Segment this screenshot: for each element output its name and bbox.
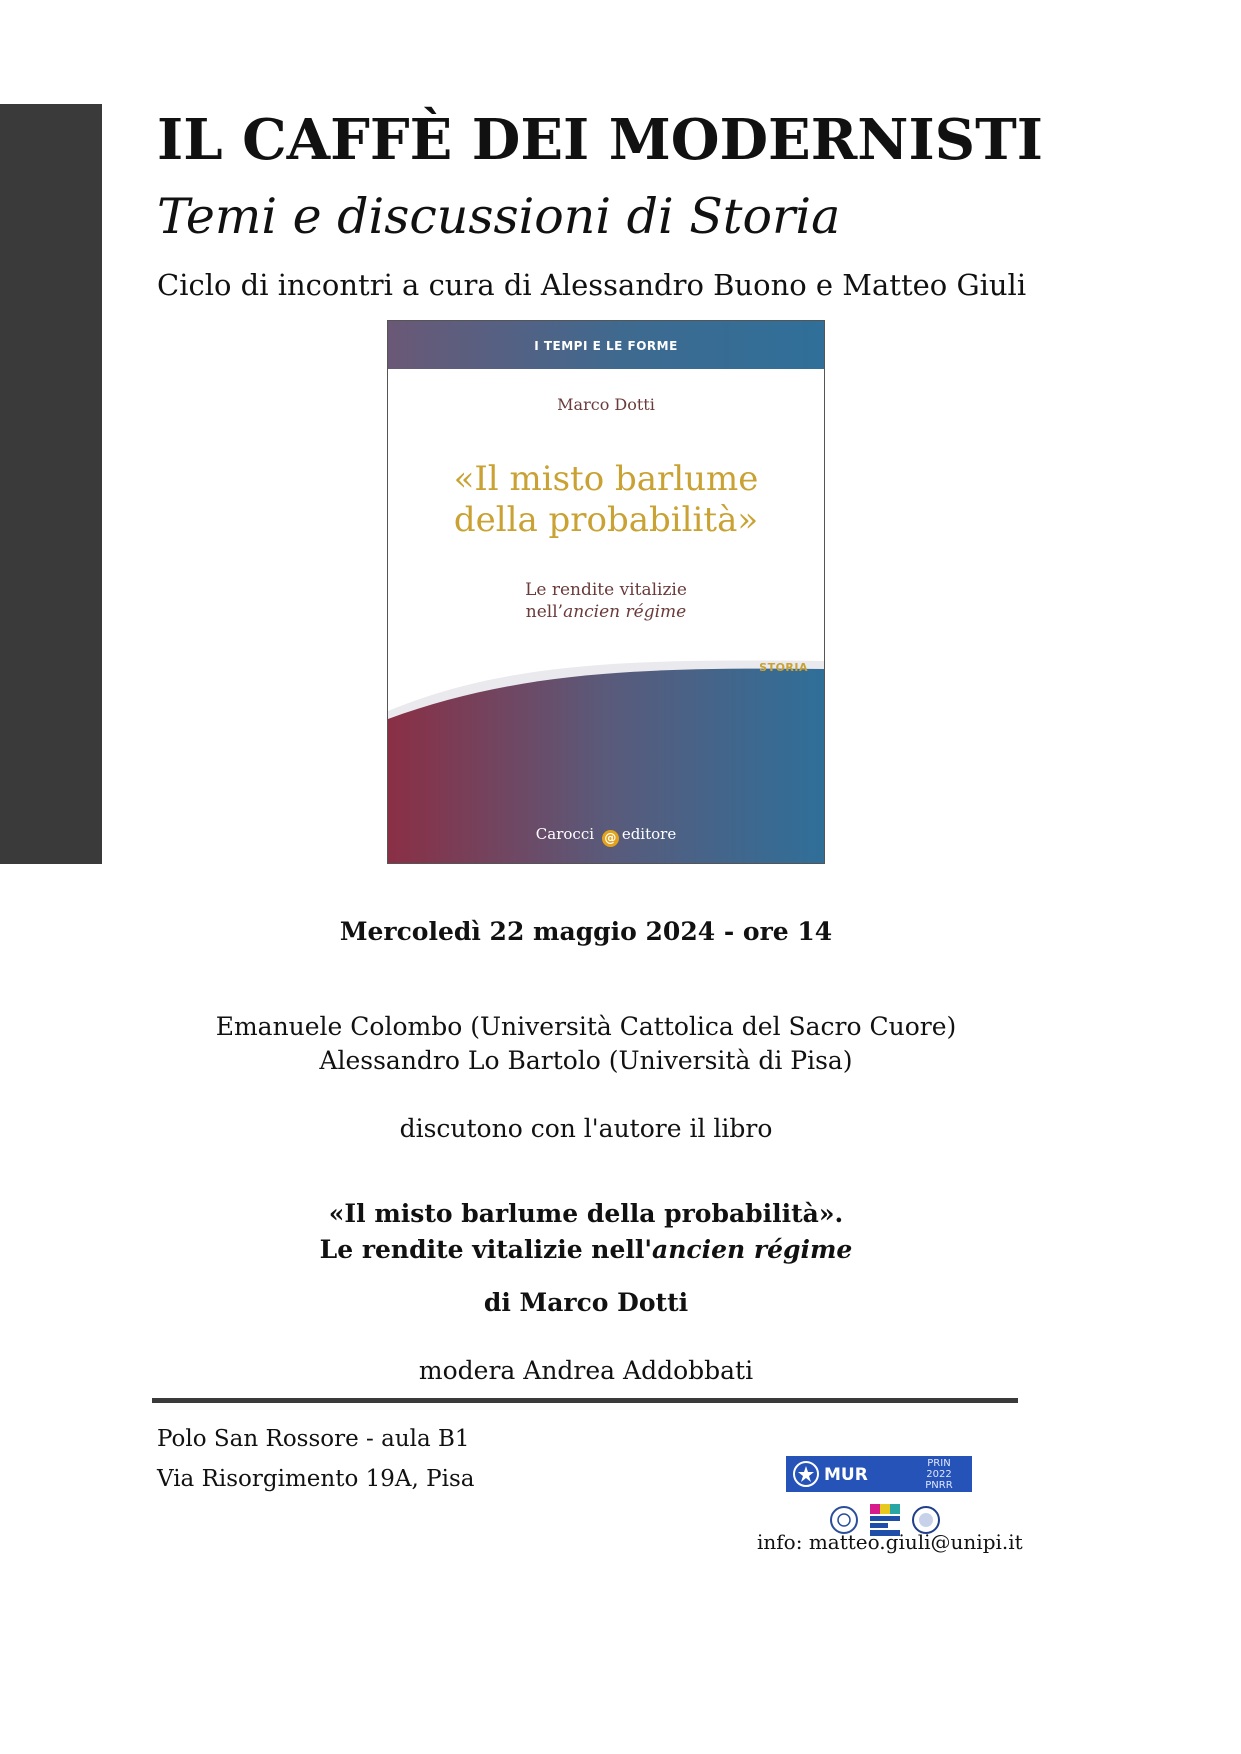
discussant-2: Alessandro Lo Bartolo (Università di Pisa) <box>319 1046 853 1075</box>
page-subtitle: Temi e discussioni di Storia <box>157 188 841 245</box>
cover-storia-tag: STORIA <box>759 661 808 674</box>
cover-subtitle-line <box>388 601 824 623</box>
prin-pnrr-label <box>914 1458 964 1491</box>
book-title-line-1: «Il misto barlume della probabilità». <box>328 1199 844 1228</box>
cover-title-line: della probabilità» <box>453 500 759 541</box>
discussant-1: Emanuele Colombo (Università Cattolica del Sacro Cuore) <box>215 1012 957 1041</box>
mur-label: MUR <box>824 1465 868 1485</box>
cover-subtitle <box>388 579 824 623</box>
book-cover-image <box>387 320 825 864</box>
cover-series-band <box>388 321 824 369</box>
venue-line-1: Polo San Rossore - aula B1 <box>157 1426 470 1452</box>
contact-info: info: matteo.giuli@unipi.it <box>757 1530 1023 1554</box>
prin-line: 2022 <box>926 1469 952 1480</box>
mur-prin-logo <box>786 1456 972 1492</box>
discussion-text: discutono con l'autore il libro <box>399 1114 773 1143</box>
cover-series-label: I TEMPI E LE FORME <box>534 339 678 353</box>
venue-line-2: Via Risorgimento 19A, Pisa <box>157 1466 475 1492</box>
book-title-prefix: Le rendite vitalizie nell' <box>319 1235 653 1264</box>
curators-line: Ciclo di incontri a cura di Alessandro Buono e Matteo Giuli <box>157 268 1027 302</box>
cover-title-line: «Il misto barlume <box>453 459 759 499</box>
book-title-line-2 <box>0 1235 1172 1264</box>
prin-line: PRIN <box>927 1458 951 1469</box>
book-title-italic: ancien régime <box>652 1235 853 1264</box>
event-date: Mercoledì 22 maggio 2024 - ore 14 <box>339 917 833 946</box>
publisher-name-left: Carocci <box>535 825 595 843</box>
decorative-side-bar <box>0 104 102 864</box>
publisher-name-right: editore <box>621 825 677 843</box>
divider <box>152 1398 1018 1403</box>
cover-title <box>388 459 824 542</box>
page-title: IL CAFFÈ DEI MODERNISTI <box>157 107 1043 173</box>
publisher-at-logo: @ <box>602 830 619 847</box>
prin-line: PNRR <box>925 1480 953 1491</box>
cover-author: Marco Dotti <box>557 395 655 414</box>
cover-subtitle-prefix: nell’ <box>525 602 564 623</box>
cover-subtitle-line: Le rendite vitalizie <box>525 580 687 600</box>
cover-subtitle-italic: ancien régime <box>563 602 687 623</box>
italian-emblem-icon <box>791 1459 821 1489</box>
moderator: modera Andrea Addobbati <box>418 1356 754 1385</box>
cover-publisher <box>388 825 824 847</box>
book-author: di Marco Dotti <box>483 1288 689 1317</box>
